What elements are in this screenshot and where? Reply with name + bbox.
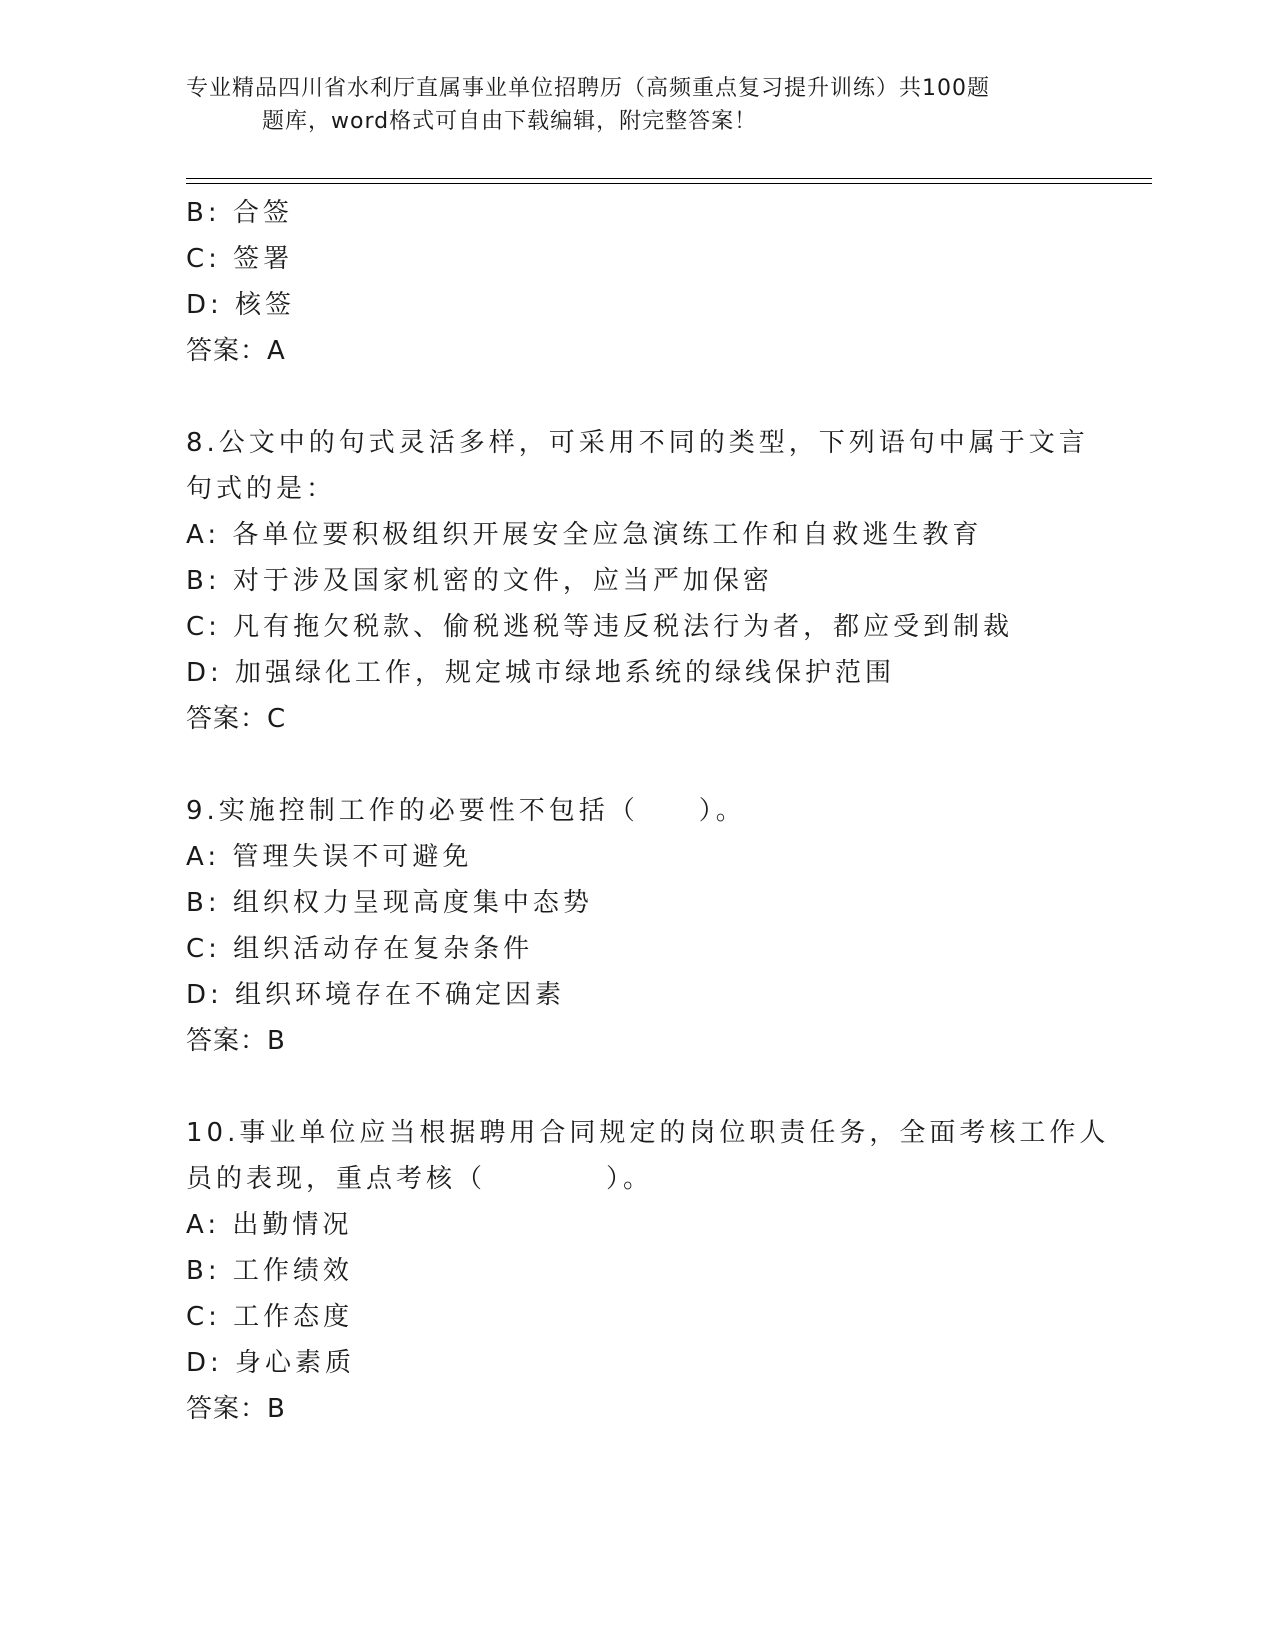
answer-line [186,328,1116,374]
option-c: C: 凡有拖欠税款、偷税逃税等违反税法行为者，都应受到制裁 [186,612,1014,642]
question-stem: 8.公文中的句式灵活多样，可采用不同的类型，下列语句中属于文言 [186,428,1089,458]
spacer [186,742,1116,788]
spacer [186,1064,1116,1110]
header-title-line1: 专业精品四川省水利厅直属事业单位招聘历（高频重点复习提升训练）共100题 [186,76,990,101]
question-7-tail [186,190,1116,374]
question-8 [186,420,1116,742]
question-stem: 10.事业单位应当根据聘用合同规定的岗位职责任务，全面考核工作人 [186,1118,1110,1148]
document-body [186,190,1116,1432]
question-10 [186,1110,1116,1432]
answer-label: 答案： [186,336,268,366]
answer-value: B [267,1394,285,1424]
answer-line [186,1018,1116,1064]
option-c: C: 签署 [186,244,294,274]
question-stem-continued: 员的表现，重点考核（ ）。 [186,1164,654,1194]
spacer [186,374,1116,420]
option-a: A: 各单位要积极组织开展安全应急演练工作和自救逃生教育 [186,520,983,550]
option-d: D: 组织环境存在不确定因素 [186,980,566,1010]
option-c: C: 组织活动存在复杂条件 [186,934,534,964]
option-d: D: 核签 [186,290,296,320]
option-a: A: 管理失误不可避免 [186,842,473,872]
header-divider-top [186,178,1152,179]
option-b: B: 对于涉及国家机密的文件，应当严加保密 [186,566,773,596]
header-title-line2: 题库，word格式可自由下载编辑，附完整答案！ [262,109,758,134]
option-d: D: 身心素质 [186,1348,356,1378]
question-9 [186,788,1116,1064]
header-divider-bottom [186,183,1152,184]
answer-label: 答案： [186,1394,268,1424]
option-d: D: 加强绿化工作，规定城市绿地系统的绿线保护范围 [186,658,896,688]
option-b: B: 工作绩效 [186,1256,353,1286]
answer-value: A [267,336,285,366]
answer-value: C [267,704,286,734]
question-stem: 9.实施控制工作的必要性不包括（ ）。 [186,796,746,826]
answer-value: B [267,1026,285,1056]
answer-line [186,696,1116,742]
option-a: A: 出勤情况 [186,1210,353,1240]
question-stem-continued: 句式的是： [186,474,337,504]
option-c: C: 工作态度 [186,1302,354,1332]
answer-label: 答案： [186,704,268,734]
option-b: B: 组织权力呈现高度集中态势 [186,888,593,918]
option-b: B: 合签 [186,198,293,228]
document-header [186,72,1086,138]
answer-line [186,1386,1116,1432]
answer-label: 答案： [186,1026,268,1056]
